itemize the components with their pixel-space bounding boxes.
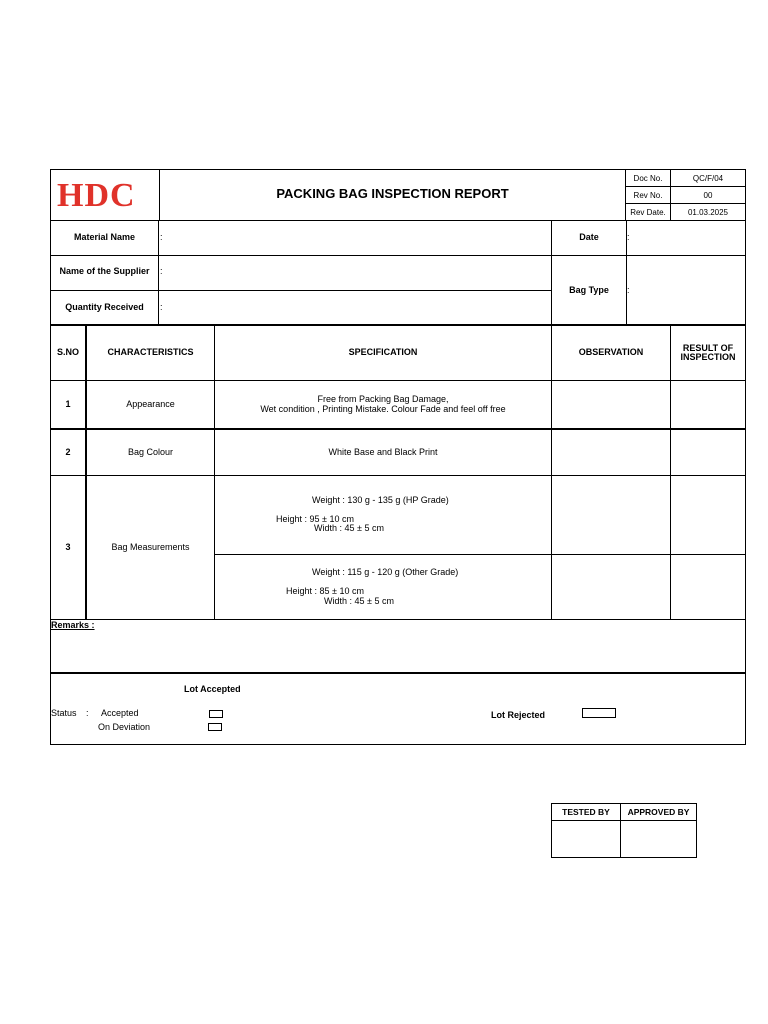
lot-rejected-label: Lot Rejected [491,710,546,720]
table-divider [214,325,215,620]
result-cell[interactable] [671,555,745,619]
info-divider [50,255,746,256]
header-divider [50,220,746,221]
lot-rejected-checkbox[interactable] [582,708,616,718]
doc-no-value: QC/F/04 [692,174,724,183]
info-divider [50,290,552,291]
status-colon: : [86,708,89,718]
row-spec-line1: Free from Packing Bag Damage, [317,394,449,404]
row-characteristic: Bag Colour [127,447,174,457]
header-divider [625,186,746,187]
result-cell[interactable] [671,381,745,428]
result-cell[interactable] [671,430,745,475]
remarks-area[interactable] [52,632,744,670]
approved-by-signature[interactable] [621,821,696,857]
result-cell[interactable] [671,476,745,554]
other-width-spec: Width : 45 ± 5 cm [324,596,394,606]
signoff-line [551,803,697,804]
info-divider [158,220,159,325]
tested-by-label: TESTED BY [562,807,610,817]
header-divider [625,203,746,204]
lot-accepted-label: Lot Accepted [184,684,241,694]
quantity-label: Quantity Received [65,302,144,312]
observation-cell[interactable] [552,555,670,619]
rev-date-value: 01.03.2025 [687,208,729,217]
hp-height-spec: Height : 95 ± 10 cm [276,514,354,524]
page-title: PACKING BAG INSPECTION REPORT [276,186,509,201]
row-sno: 3 [65,542,71,552]
row-spec-line2: Wet condition , Printing Mistake. Colour Fade and feel off free [260,404,506,414]
on-deviation-checkbox[interactable] [208,723,222,731]
tested-by-signature[interactable] [552,821,620,857]
other-weight-spec: Weight : 115 g - 120 g (Other Grade) [312,567,459,577]
approved-by-label: APPROVED BY [627,807,690,817]
accepted-checkbox[interactable] [209,710,223,718]
row-spec-line1: White Base and Black Print [328,447,438,457]
header-sno: S.NO [56,347,79,357]
row-sno: 1 [65,399,71,409]
observation-cell[interactable] [552,430,670,475]
doc-no-label: Doc No. [633,174,663,183]
observation-cell[interactable] [552,476,670,554]
signoff-line [696,803,697,858]
hp-weight-spec: Weight : 130 g - 135 g (HP Grade) [312,495,449,505]
signoff-line [551,857,697,858]
frame-bottom [50,744,746,745]
table-divider [85,325,87,620]
info-divider [50,324,746,326]
rev-no-value: 00 [703,191,713,200]
material-name-field[interactable]: : [160,232,163,242]
row-sno: 2 [65,447,71,457]
bag-type-label: Bag Type [569,285,609,295]
table-divider [50,619,746,620]
on-deviation-label: On Deviation [98,722,151,732]
supplier-label: Name of the Supplier [59,266,150,276]
table-divider [50,672,746,674]
header-characteristics: CHARACTERISTICS [107,347,194,357]
frame-top [50,169,746,170]
remarks-label: Remarks : [51,620,95,630]
date-field[interactable]: : [627,232,630,242]
accepted-label: Accepted [101,708,139,718]
hdc-logo: HDC [57,177,136,214]
header-result-line2: INSPECTION [680,352,736,362]
header-observation: OBSERVATION [578,347,644,357]
hp-width-spec: Width : 45 ± 5 cm [314,523,384,533]
date-label: Date [579,232,599,242]
status-label: Status [51,708,77,718]
observation-cell[interactable] [552,381,670,428]
row-characteristic: Appearance [126,399,175,409]
other-height-spec: Height : 85 ± 10 cm [286,586,364,596]
row-characteristic: Bag Measurements [111,542,190,552]
quantity-field[interactable]: : [160,302,163,312]
supplier-field[interactable]: : [160,266,163,276]
header-specification: SPECIFICATION [348,347,418,357]
header-result-line1: RESULT OF [682,343,734,353]
material-name-label: Material Name [73,232,136,242]
rev-no-label: Rev No. [633,191,663,200]
bag-type-field[interactable]: : [627,285,630,295]
rev-date-label: Rev Date. [630,208,666,217]
